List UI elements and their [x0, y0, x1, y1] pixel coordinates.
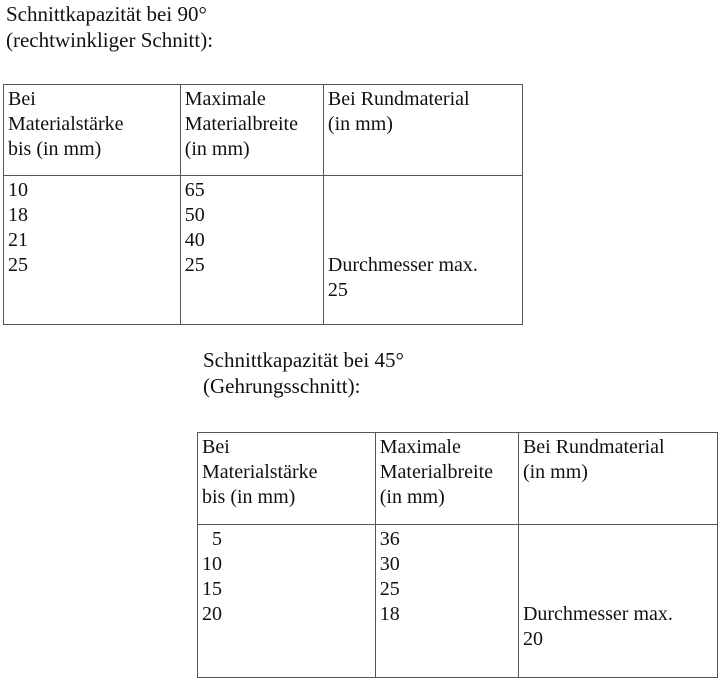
header-text: Materialstärke	[202, 461, 318, 483]
width-value: 25	[379, 578, 400, 600]
thickness-value: 21	[8, 229, 28, 251]
round-label: Durchmesser max.	[522, 603, 673, 625]
thickness-value: 25	[8, 254, 28, 276]
thickness-value: 20	[202, 603, 222, 625]
header-text: (in mm)	[184, 138, 250, 160]
header-round-material	[323, 85, 522, 176]
table-header-row	[4, 85, 523, 176]
heading-45-subtitle: (Gehrungsschnitt):	[203, 374, 361, 398]
round-value: 25	[327, 279, 348, 301]
table-header-row	[198, 433, 718, 525]
thickness-value: 15	[202, 578, 222, 600]
heading-45-degree	[203, 347, 404, 399]
width-value: 30	[379, 553, 400, 575]
header-text: Maximale	[184, 88, 266, 110]
header-text: Materialstärke	[8, 113, 124, 135]
thickness-value: 10	[8, 179, 28, 201]
header-text: Materialbreite	[184, 113, 298, 135]
thickness-value: 5	[212, 528, 222, 550]
heading-45-title: Schnittkapazität bei 45°	[203, 348, 404, 372]
header-text: bis (in mm)	[8, 138, 102, 160]
header-text: (in mm)	[327, 113, 393, 135]
header-text: Bei Rundmaterial	[327, 88, 470, 110]
cell-round-values	[323, 176, 522, 325]
table-body-row	[198, 525, 718, 678]
header-text: (in mm)	[379, 486, 445, 508]
header-text: (in mm)	[522, 461, 588, 483]
header-thickness	[198, 433, 376, 525]
header-round-material	[518, 433, 717, 525]
width-value: 18	[379, 603, 400, 625]
header-text: Bei Rundmaterial	[522, 436, 665, 458]
header-thickness	[4, 85, 181, 176]
round-label: Durchmesser max.	[327, 254, 478, 276]
width-value: 50	[184, 204, 205, 226]
capacity-table-45	[197, 432, 718, 678]
header-text: bis (in mm)	[202, 486, 296, 508]
width-value: 65	[184, 179, 205, 201]
header-max-width	[180, 85, 323, 176]
cell-round-values	[518, 525, 717, 678]
width-value: 25	[184, 254, 205, 276]
width-value: 40	[184, 229, 205, 251]
cell-width-values	[180, 176, 323, 325]
heading-90-title: Schnittkapazität bei 90°	[6, 2, 207, 26]
header-max-width	[375, 433, 518, 525]
width-value: 36	[379, 528, 400, 550]
round-value: 20	[522, 628, 543, 650]
header-text: Materialbreite	[379, 461, 494, 483]
header-text: Maximale	[379, 436, 461, 458]
header-text: Bei	[8, 88, 36, 110]
table-body-row	[4, 176, 523, 325]
cell-thickness-values	[198, 525, 376, 678]
heading-90-degree	[6, 1, 213, 53]
thickness-value: 18	[8, 204, 28, 226]
cell-width-values	[375, 525, 518, 678]
cell-thickness-values	[4, 176, 181, 325]
thickness-value: 10	[202, 553, 222, 575]
header-text: Bei	[202, 436, 230, 458]
heading-90-subtitle: (rechtwinkliger Schnitt):	[6, 28, 214, 52]
capacity-table-90	[3, 84, 523, 325]
